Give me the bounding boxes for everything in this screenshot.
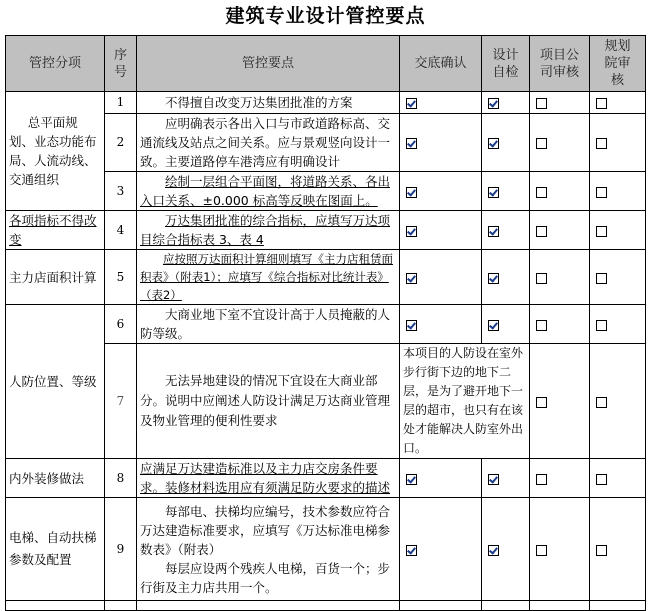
category-cell [6, 92, 105, 211]
project-review-checkbox[interactable] [530, 172, 590, 211]
unchecked-box-icon [536, 138, 547, 149]
category-cell [6, 211, 105, 250]
planning-review-checkbox[interactable] [590, 92, 646, 114]
handover-checkbox[interactable] [400, 114, 482, 172]
unchecked-box-icon [596, 545, 607, 556]
point-cell [137, 459, 400, 498]
category-label: 主力店面积计算 [9, 269, 97, 285]
self-check-checkbox[interactable] [482, 172, 530, 211]
empty-cell [105, 601, 137, 611]
seq-cell: 4 [105, 211, 137, 250]
checked-box-icon [488, 474, 499, 485]
unchecked-box-icon [536, 273, 547, 284]
empty-cell [590, 601, 646, 611]
header-seq [105, 36, 137, 92]
seq-cell: 9 [105, 498, 137, 601]
point-text: 应按照万达面积计算细则填写《主力店租赁面积表》（附表1）；应填写《综合指标对比统计表》（表2） [140, 252, 393, 302]
seq-cell: 2 [105, 114, 137, 172]
seq-cell: 5 [105, 250, 137, 305]
unchecked-box-icon [536, 187, 547, 198]
self-check-checkbox[interactable] [482, 250, 530, 305]
header-handover: 交底确认 [400, 36, 482, 92]
handover-checkbox[interactable] [400, 211, 482, 250]
handover-checkbox[interactable] [400, 92, 482, 114]
checked-box-icon [488, 320, 499, 331]
self-check-checkbox[interactable] [482, 211, 530, 250]
empty-cell [400, 601, 482, 611]
point-text: 无法异地建设的情况下宜设在大商业部分。说明中应阐述人防设计满足万达商业管理及物业管理的便利性要求 [140, 373, 391, 428]
point-cell [137, 250, 400, 305]
checked-box-icon [488, 545, 499, 556]
category-label: 内外装修做法 [9, 470, 85, 486]
point-cell [137, 172, 400, 211]
unchecked-box-icon [596, 187, 607, 198]
header-category: 管控分项 [6, 36, 105, 92]
unchecked-box-icon [536, 98, 547, 109]
document-title: 建筑专业设计管控要点 [225, 5, 426, 27]
unchecked-box-icon [596, 138, 607, 149]
unchecked-box-icon [596, 397, 607, 408]
checked-box-icon [488, 226, 499, 237]
planning-review-checkbox[interactable] [590, 459, 646, 498]
handover-checkbox[interactable] [400, 250, 482, 305]
design-control-table [5, 35, 646, 611]
point-cell [137, 498, 400, 601]
table-row [6, 305, 646, 344]
project-review-checkbox[interactable] [530, 114, 590, 172]
table-row [6, 211, 646, 250]
empty-cell [482, 601, 530, 611]
point-cell [137, 114, 400, 172]
project-review-checkbox[interactable] [530, 498, 590, 601]
unchecked-box-icon [536, 474, 547, 485]
unchecked-box-icon [596, 474, 607, 485]
checked-box-icon [406, 138, 417, 149]
planning-review-checkbox[interactable] [590, 305, 646, 344]
table-row [6, 92, 646, 114]
header-project-review: 项目公 司审核 [530, 36, 590, 92]
self-check-checkbox[interactable] [482, 92, 530, 114]
point-cell [137, 211, 400, 250]
unchecked-box-icon [536, 397, 547, 408]
handover-checkbox[interactable] [400, 305, 482, 344]
checked-box-icon [406, 273, 417, 284]
header-planning-review: 规划 院审 核 [590, 36, 646, 92]
point-cell [137, 344, 400, 459]
self-check-checkbox[interactable] [482, 305, 530, 344]
self-check-checkbox[interactable] [482, 114, 530, 172]
planning-review-checkbox[interactable] [590, 172, 646, 211]
empty-cell [137, 601, 400, 611]
planning-review-checkbox[interactable] [590, 344, 646, 459]
category-cell [6, 305, 105, 459]
header-self-check: 设计 自检 [482, 36, 530, 92]
table-row [6, 250, 646, 305]
point-text: 大商业地下室不宜设计高于人员掩蔽的人防等级。 [140, 307, 391, 341]
seq-cell: 1 [105, 92, 137, 114]
header-seq-line1: 序 [113, 47, 127, 63]
unchecked-box-icon [536, 226, 547, 237]
checked-box-icon [406, 320, 417, 331]
table-row-partial [6, 601, 646, 611]
checked-box-icon [488, 187, 499, 198]
planning-review-checkbox[interactable] [590, 250, 646, 305]
checked-box-icon [488, 98, 499, 109]
point-text: 不得擅自改变万达集团批准的方案 [165, 95, 353, 110]
header-seq-line2: 号 [113, 64, 127, 80]
handover-checkbox[interactable] [400, 459, 482, 498]
seq-cell: 7 [105, 344, 137, 459]
point-cell [137, 305, 400, 344]
category-label: 总平面规划、业态功能布局、人流动线、交通组织 [9, 115, 97, 187]
handover-checkbox[interactable] [400, 172, 482, 211]
category-cell [6, 459, 105, 498]
point-cell [137, 92, 400, 114]
project-review-checkbox[interactable] [530, 459, 590, 498]
checked-box-icon [406, 545, 417, 556]
header-row [6, 36, 646, 92]
project-review-checkbox[interactable] [530, 344, 590, 459]
unchecked-box-icon [596, 98, 607, 109]
point-text: 绘制一层组合平面图，将道路关系、各出入口关系、±0.000 标高等反映在图面上。 [140, 174, 391, 208]
unchecked-box-icon [536, 545, 547, 556]
project-review-checkbox[interactable] [530, 305, 590, 344]
project-review-checkbox[interactable] [530, 250, 590, 305]
planning-review-checkbox[interactable] [590, 498, 646, 601]
seq-cell: 6 [105, 305, 137, 344]
empty-cell [530, 601, 590, 611]
header-point: 管控要点 [137, 36, 400, 92]
review-note: 本项目的人防设在室外步行街下边的地下二层，是为了避开地下一层的超市，也只有在该处才能解决人防室外出口。 [400, 344, 530, 459]
checked-box-icon [406, 474, 417, 485]
category-cell [6, 250, 105, 305]
point-text: 应明确表示各出入口与市政道路标高、交通流线及站点之间关系。应与景观竖向设计一致。主要道路停车港湾应有明确设计 [140, 116, 391, 169]
point-text: 万达集团批准的综合指标，应填写万达项目综合指标表 3、表 4 [140, 213, 391, 247]
point-text-a: 每部电、扶梯均应编号，技术参数应符合万达建造标准要求，应填写《万达标准电梯参数表》（附表） [140, 503, 391, 557]
checked-box-icon [488, 138, 499, 149]
category-label: 人防位置、等级 [9, 374, 97, 389]
category-cell [6, 498, 105, 601]
unchecked-box-icon [596, 226, 607, 237]
project-review-checkbox[interactable] [530, 211, 590, 250]
planning-review-checkbox[interactable] [590, 114, 646, 172]
checked-box-icon [406, 226, 417, 237]
unchecked-box-icon [536, 320, 547, 331]
point-text-b: 每层应设两个残疾人电梯，百货一个；步行街及主力店共用一个。 [140, 560, 391, 595]
point-text: 应满足万达建造标准以及主力店交房条件要求。装修材料选用应有须满足防火要求的描述 [140, 461, 391, 495]
category-label: 各项指标不得改变 [9, 213, 97, 247]
checked-box-icon [406, 187, 417, 198]
category-label: 电梯、自动扶梯参数及配置 [9, 530, 97, 567]
self-check-checkbox[interactable] [482, 459, 530, 498]
unchecked-box-icon [596, 273, 607, 284]
self-check-checkbox[interactable] [482, 498, 530, 601]
seq-cell: 3 [105, 172, 137, 211]
checked-box-icon [406, 98, 417, 109]
handover-checkbox[interactable] [400, 498, 482, 601]
unchecked-box-icon [596, 320, 607, 331]
project-review-checkbox[interactable] [530, 92, 590, 114]
empty-cell [6, 601, 105, 611]
seq-cell: 8 [105, 459, 137, 498]
table-row [6, 459, 646, 498]
table-row [6, 498, 646, 601]
checked-box-icon [488, 273, 499, 284]
planning-review-checkbox[interactable] [590, 211, 646, 250]
